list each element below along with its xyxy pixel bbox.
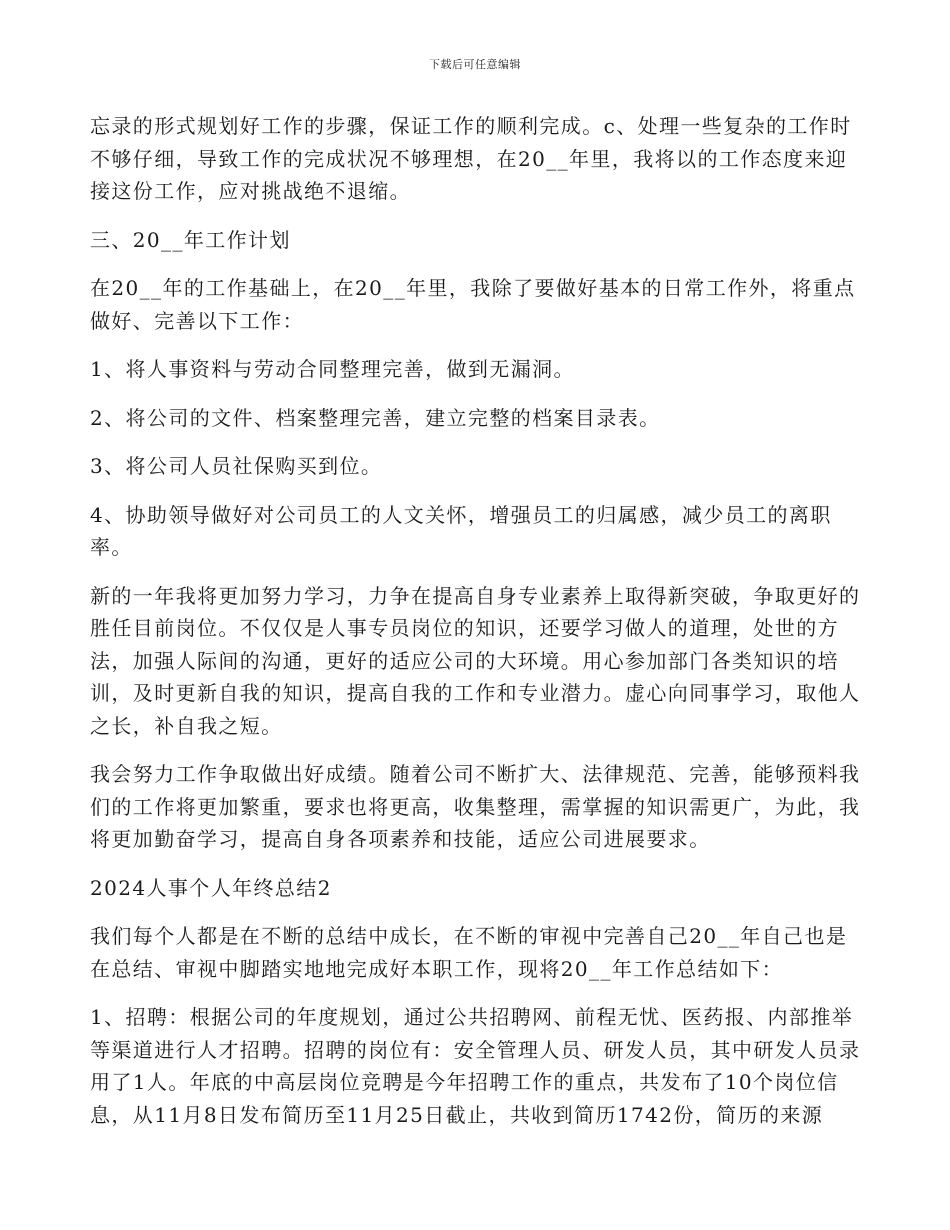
list-item-plan-2: 2、将公司的文件、档案整理完善，建立完整的档案目录表。 [90, 405, 661, 430]
paragraph-summary-intro: 我们每个人都是在不断的总结中成长，在不断的审视中完善自己20__年自己也是在总结、审视中脚踏实地地完成好本职工作，现将20__年工作总结如下： [90, 924, 848, 981]
paragraph-commitment: 我会努力工作争取做出好成绩。随着公司不断扩大、法律规范、完善，能够预料我们的工作将更加繁重，要求也将更高，收集整理，需掌握的知识需更广，为此，我将更加勤奋学习，提高自身各项素养和技能，适应公司进展要求。 [90, 762, 861, 851]
page-header: 下载后可任意编辑 [429, 58, 521, 71]
list-item-plan-4: 4、协助领导做好对公司员工的人文关怀，增强员工的归属感，减少员工的离职率。 [90, 502, 832, 559]
section-heading-work-plan: 三、20__年工作计划 [90, 227, 291, 252]
list-item-plan-1: 1、将人事资料与劳动合同整理完善，做到无漏洞。 [90, 357, 575, 381]
document-body [90, 110, 865, 1147]
section-title-summary-2: 2024人事个人年终总结2 [90, 875, 332, 900]
paragraph-continuation: 忘录的形式规划好工作的步骤，保证工作的顺利完成。c、处理一些复杂的工作时不够仔细，导致工作的完成状况不够理想，在20__年里，我将以的工作态度来迎接这份工作，应对挑战绝不退缩。 [90, 114, 852, 203]
paragraph-plan-intro: 在20__年的工作基础上，在20__年里，我除了要做好基本的日常工作外，将重点做好、完善以下工作： [90, 276, 856, 333]
paragraph-study-goals: 新的一年我将更加努力学习，力争在提高自身专业素养上取得新突破，争取更好的胜任目前岗位。不仅仅是人事专员岗位的知识，还要学习做人的道理，处世的方法，加强人际间的沟通，更好的适应公司的大环境。用心参加部门各类知识的培训，及时更新自我的知识，提高自我的工作和专业潜力。虚心向同事学习，取他人之长，补自我之短。 [90, 583, 861, 738]
list-item-recruitment: 1、招聘：根据公司的年度规划，通过公共招聘网、前程无忧、医药报、内部推举等渠道进行人才招聘。招聘的岗位有：安全管理人员、研发人员，其中研发人员录用了1人。年底的中高层岗位竞聘是今年招聘工作的重点，共发布了10个岗位信息，从11月8日发布简历至11月25日截止，共收到简历1742份，简历的来源 [90, 1005, 861, 1127]
list-item-plan-3: 3、将公司人员社保购买到位。 [90, 454, 383, 478]
